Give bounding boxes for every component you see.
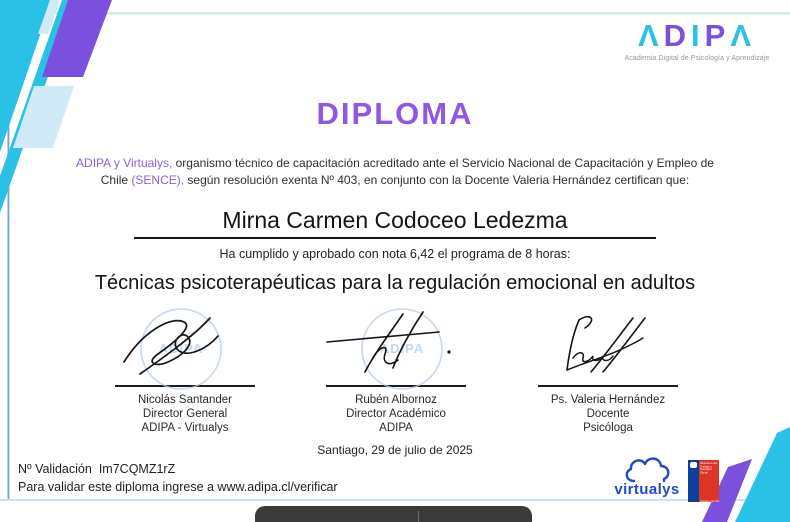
signature-scrawl [533,310,683,384]
signature-scrawl [110,310,260,384]
virtualys-logo [604,455,690,501]
ministry-logo-blue-panel [688,460,699,502]
student-name-underline [134,237,656,239]
signature-line [538,385,678,387]
validation-code: Im7CQMZ1rZ [98,462,176,476]
signature-area [523,310,693,384]
chile-coat-of-arms-icon [690,462,697,468]
logo-letter-a1: Λ [637,18,664,53]
toolbar-divider [418,511,419,522]
virtualys-wordmark: virtualys [614,481,680,498]
svg-text:· · · · · · ·: · · · · · · · [392,359,412,365]
logo-letter-i: I [691,18,705,53]
validation-info [18,461,338,496]
certification-paragraph [40,155,750,189]
signer-org: ADIPA - Virtualys [141,422,229,434]
svg-text:ADIPA: ADIPA [379,341,425,356]
validation-code-line [18,461,338,479]
logo-letter-d: D [663,18,692,53]
signature-block-director-general [100,310,270,435]
virtualys-cloud-icon [622,455,672,483]
signature-block-docente [523,310,693,435]
signature-area [311,310,481,384]
student-name: Mirna Carmen Codoceo Ledezma [222,207,568,233]
adipa-logo [612,20,782,62]
signer-org: Psicóloga [583,422,633,434]
signer-role: Director General [142,408,228,420]
achievement-line: Ha cumplido y aprobado con nota 6,42 el programa de 8 horas: [219,247,571,261]
signature-block-director-academico [311,310,481,435]
ministry-logo-red-panel [699,460,719,502]
validation-instruction: Para validar este diploma ingrese a www.adipa.cl/verificar [18,479,338,494]
signer-role: Docente [586,408,630,420]
signer-name: Nicolás Santander [138,394,232,406]
certification-line-2: Chile (SENCE), según resolución exenta Nº 403, en conjunto con la Docente Valeria Hernández certifican que: [100,173,690,187]
adipa-logo-tagline: Academia Digital de Psicología y Aprendizaje [624,55,770,62]
svg-text:· · · · · · ·: · · · · · · · [171,359,191,365]
ministry-name: Ministerio del Trabajo y Previsión Social [700,462,717,475]
svg-text:ADIPA: ADIPA [158,341,204,356]
certification-line-1: ADIPA y Virtualys, organismo técnico de capacitación acreditado ante el Servicio Nacional de Capacitación y Empleo de [76,156,714,170]
signer-role: Director Académico [346,408,446,420]
floating-toolbar[interactable] [255,506,532,522]
diploma-title: DIPLOMA [316,96,474,131]
logo-letter-p: P [704,18,731,53]
course-title: Técnicas psicoterapéuticas para la regulación emocional en adultos [94,272,696,294]
validation-label: Nº Validación [18,462,92,476]
ministry-of-labour-logo [688,460,719,502]
signer-name: Ps. Valeria Hernández [550,394,666,406]
gobierno-de-chile-label: Gobierno de Chile [700,500,719,502]
signer-name: Rubén Albornoz [355,394,437,406]
issue-date: Santiago, 29 de julio de 2025 [317,443,473,457]
adipa-logo-wordmark [612,20,782,51]
signer-org: ADIPA [379,422,413,434]
signature-area [100,310,270,384]
signature-scrawl [321,310,471,384]
logo-letter-a2: Λ [730,18,757,53]
